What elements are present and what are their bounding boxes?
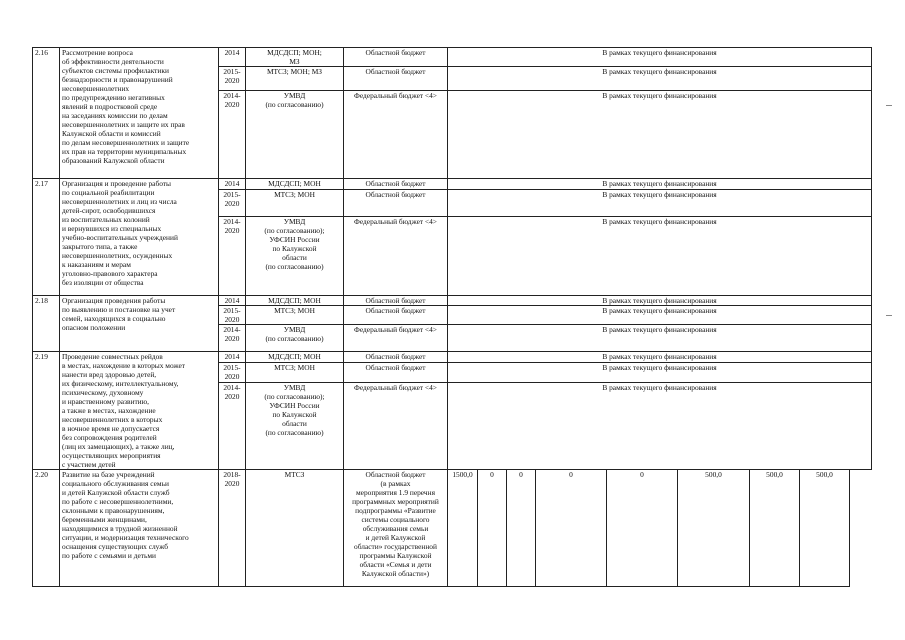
executor-cell: МДСДСП; МОН; МЗ xyxy=(246,48,344,67)
years-cell: 2015- 2020 xyxy=(219,190,246,217)
financing-note: В рамках текущего финансирования xyxy=(448,363,872,382)
value-cell: 0 xyxy=(507,470,536,587)
funding-source-cell: Областной бюджет xyxy=(344,179,448,190)
financing-note: В рамках текущего финансирования xyxy=(448,325,872,352)
table-row xyxy=(33,470,872,587)
program-table xyxy=(32,47,872,587)
years-cell: 2015- 2020 xyxy=(219,363,246,382)
funding-source-cell: Областной бюджет xyxy=(344,363,448,382)
value-cell: 1500,0 xyxy=(448,470,478,587)
financing-note: В рамках текущего финансирования xyxy=(448,91,872,179)
table-row xyxy=(33,48,872,67)
value-cell: 500,0 xyxy=(678,470,750,587)
value-cell: 0 xyxy=(607,470,678,587)
years-cell: 2014- 2020 xyxy=(219,325,246,352)
executor-cell: УМВД (по согласованию); УФСИН России по Калужской области (по согласованию) xyxy=(246,382,344,469)
financing-note: В рамках текущего финансирования xyxy=(448,48,872,67)
executor-cell: УМВД (по согласованию); УФСИН России по Калужской области (по согласованию) xyxy=(246,217,344,296)
financing-note: В рамках текущего финансирования xyxy=(448,179,872,190)
document-page xyxy=(32,47,872,587)
years-cell: 2014- 2020 xyxy=(219,382,246,469)
item-number: 2.18 xyxy=(33,296,60,352)
financing-note: В рамках текущего финансирования xyxy=(448,352,872,363)
funding-source-cell: Федеральный бюджет <4> xyxy=(344,217,448,296)
value-cell: 0 xyxy=(478,470,507,587)
event-description: Организация и проведение работы по социальной реабилитации несовершеннолетних и лиц из числа детей-сирот, освободившихся из воспитательных колоний и вернувшихся из специальных учебно-воспитательных учреждений закрытого типа, а также несовершеннолетних, осужденных к наказаниям и мерам уголовно-правового характера без изоляции от общества xyxy=(60,179,219,296)
item-number: 2.16 xyxy=(33,48,60,179)
event-description: Рассмотрение вопроса об эффективности деятельности субъектов системы профилактики безнадзорности и правонарушений несовершеннолетних по предупреждению негативных явлений в подростковой среде на заседаниях комиссии по делам несовершеннолетних и защите их прав Калужской области и комиссий по делам несовершеннолетних и защите их прав на территории муниципальных образований Калужской области xyxy=(60,48,219,179)
item-number: 2.20 xyxy=(33,470,60,587)
executor-cell: МДСДСП; МОН xyxy=(246,296,344,306)
years-cell: 2014 xyxy=(219,179,246,190)
funding-source-cell: Федеральный бюджет <4> xyxy=(344,382,448,469)
funding-source-cell: Областной бюджет xyxy=(344,67,448,91)
financing-note: В рамках текущего финансирования xyxy=(448,67,872,91)
funding-source-cell: Федеральный бюджет <4> xyxy=(344,91,448,179)
financing-note: В рамках текущего финансирования xyxy=(448,306,872,325)
years-cell: 2018- 2020 xyxy=(219,470,246,587)
years-cell: 2014 xyxy=(219,296,246,306)
funding-source-cell: Областной бюджет xyxy=(344,48,448,67)
financing-note: В рамках текущего финансирования xyxy=(448,190,872,217)
executor-cell: УМВД (по согласованию) xyxy=(246,325,344,352)
item-number: 2.17 xyxy=(33,179,60,296)
executor-cell: МДСДСП; МОН xyxy=(246,179,344,190)
executor-cell: УМВД (по согласованию) xyxy=(246,91,344,179)
value-cell: 500,0 xyxy=(800,470,850,587)
funding-source-cell: Областной бюджет (в рамках мероприятия 1.9 перечня программных мероприятий подпрограммы «Развитие системы социального обслуживания семьи и детей Калужской области» государственной программы Калужской области «Семья и дети Калужской области») xyxy=(344,470,448,587)
table-body xyxy=(33,48,872,587)
years-cell: 2014 xyxy=(219,48,246,67)
years-cell: 2015- 2020 xyxy=(219,306,246,325)
table-row xyxy=(33,296,872,306)
executor-cell: МДСДСП; МОН xyxy=(246,352,344,363)
financing-note: В рамках текущего финансирования xyxy=(448,382,872,469)
item-number: 2.19 xyxy=(33,352,60,470)
margin-mark xyxy=(886,315,892,316)
funding-source-cell: Областной бюджет xyxy=(344,352,448,363)
table-row xyxy=(33,179,872,190)
executor-cell: МТСЗ; МОН xyxy=(246,363,344,382)
value-cell: 500,0 xyxy=(750,470,800,587)
executor-cell: МТСЗ; МОН xyxy=(246,190,344,217)
event-description: Проведение совместных рейдов в местах, нахождение в которых может нанести вред здоровью детей, их физическому, интеллектуальному, психическому, духовному и нравственному развитию, а также в местах, нахождение несовершеннолетних в которых в ночное время не допускается без сопровождения родителей (лиц их замещающих), а также лиц, осуществляющих мероприятия с участием детей xyxy=(60,352,219,470)
years-cell: 2014- 2020 xyxy=(219,91,246,179)
years-cell: 2014 xyxy=(219,352,246,363)
table-row xyxy=(33,352,872,363)
executor-cell: МТСЗ; МОН xyxy=(246,306,344,325)
years-cell: 2015- 2020 xyxy=(219,67,246,91)
funding-source-cell: Областной бюджет xyxy=(344,306,448,325)
executor-cell: МТСЗ; МОН; МЗ xyxy=(246,67,344,91)
event-description: Организация проведения работы по выявлению и постановке на учет семей, находящихся в социально опасном положении xyxy=(60,296,219,352)
funding-source-cell: Областной бюджет xyxy=(344,296,448,306)
funding-source-cell: Федеральный бюджет <4> xyxy=(344,325,448,352)
years-cell: 2014- 2020 xyxy=(219,217,246,296)
financing-note: В рамках текущего финансирования xyxy=(448,217,872,296)
financing-note: В рамках текущего финансирования xyxy=(448,296,872,306)
executor-cell: МТСЗ xyxy=(246,470,344,587)
event-description: Развитие на базе учреждений социального обслуживания семьи и детей Калужской области служб по работе с несовершеннолетними, склонными к правонарушениям, беременными женщинами, находящимися в трудной жизненной ситуации, и модернизация технического оснащения существующих служб по работе с семьями и детьми xyxy=(60,470,219,587)
funding-source-cell: Областной бюджет xyxy=(344,190,448,217)
value-cell: 0 xyxy=(536,470,607,587)
margin-mark xyxy=(886,105,892,106)
